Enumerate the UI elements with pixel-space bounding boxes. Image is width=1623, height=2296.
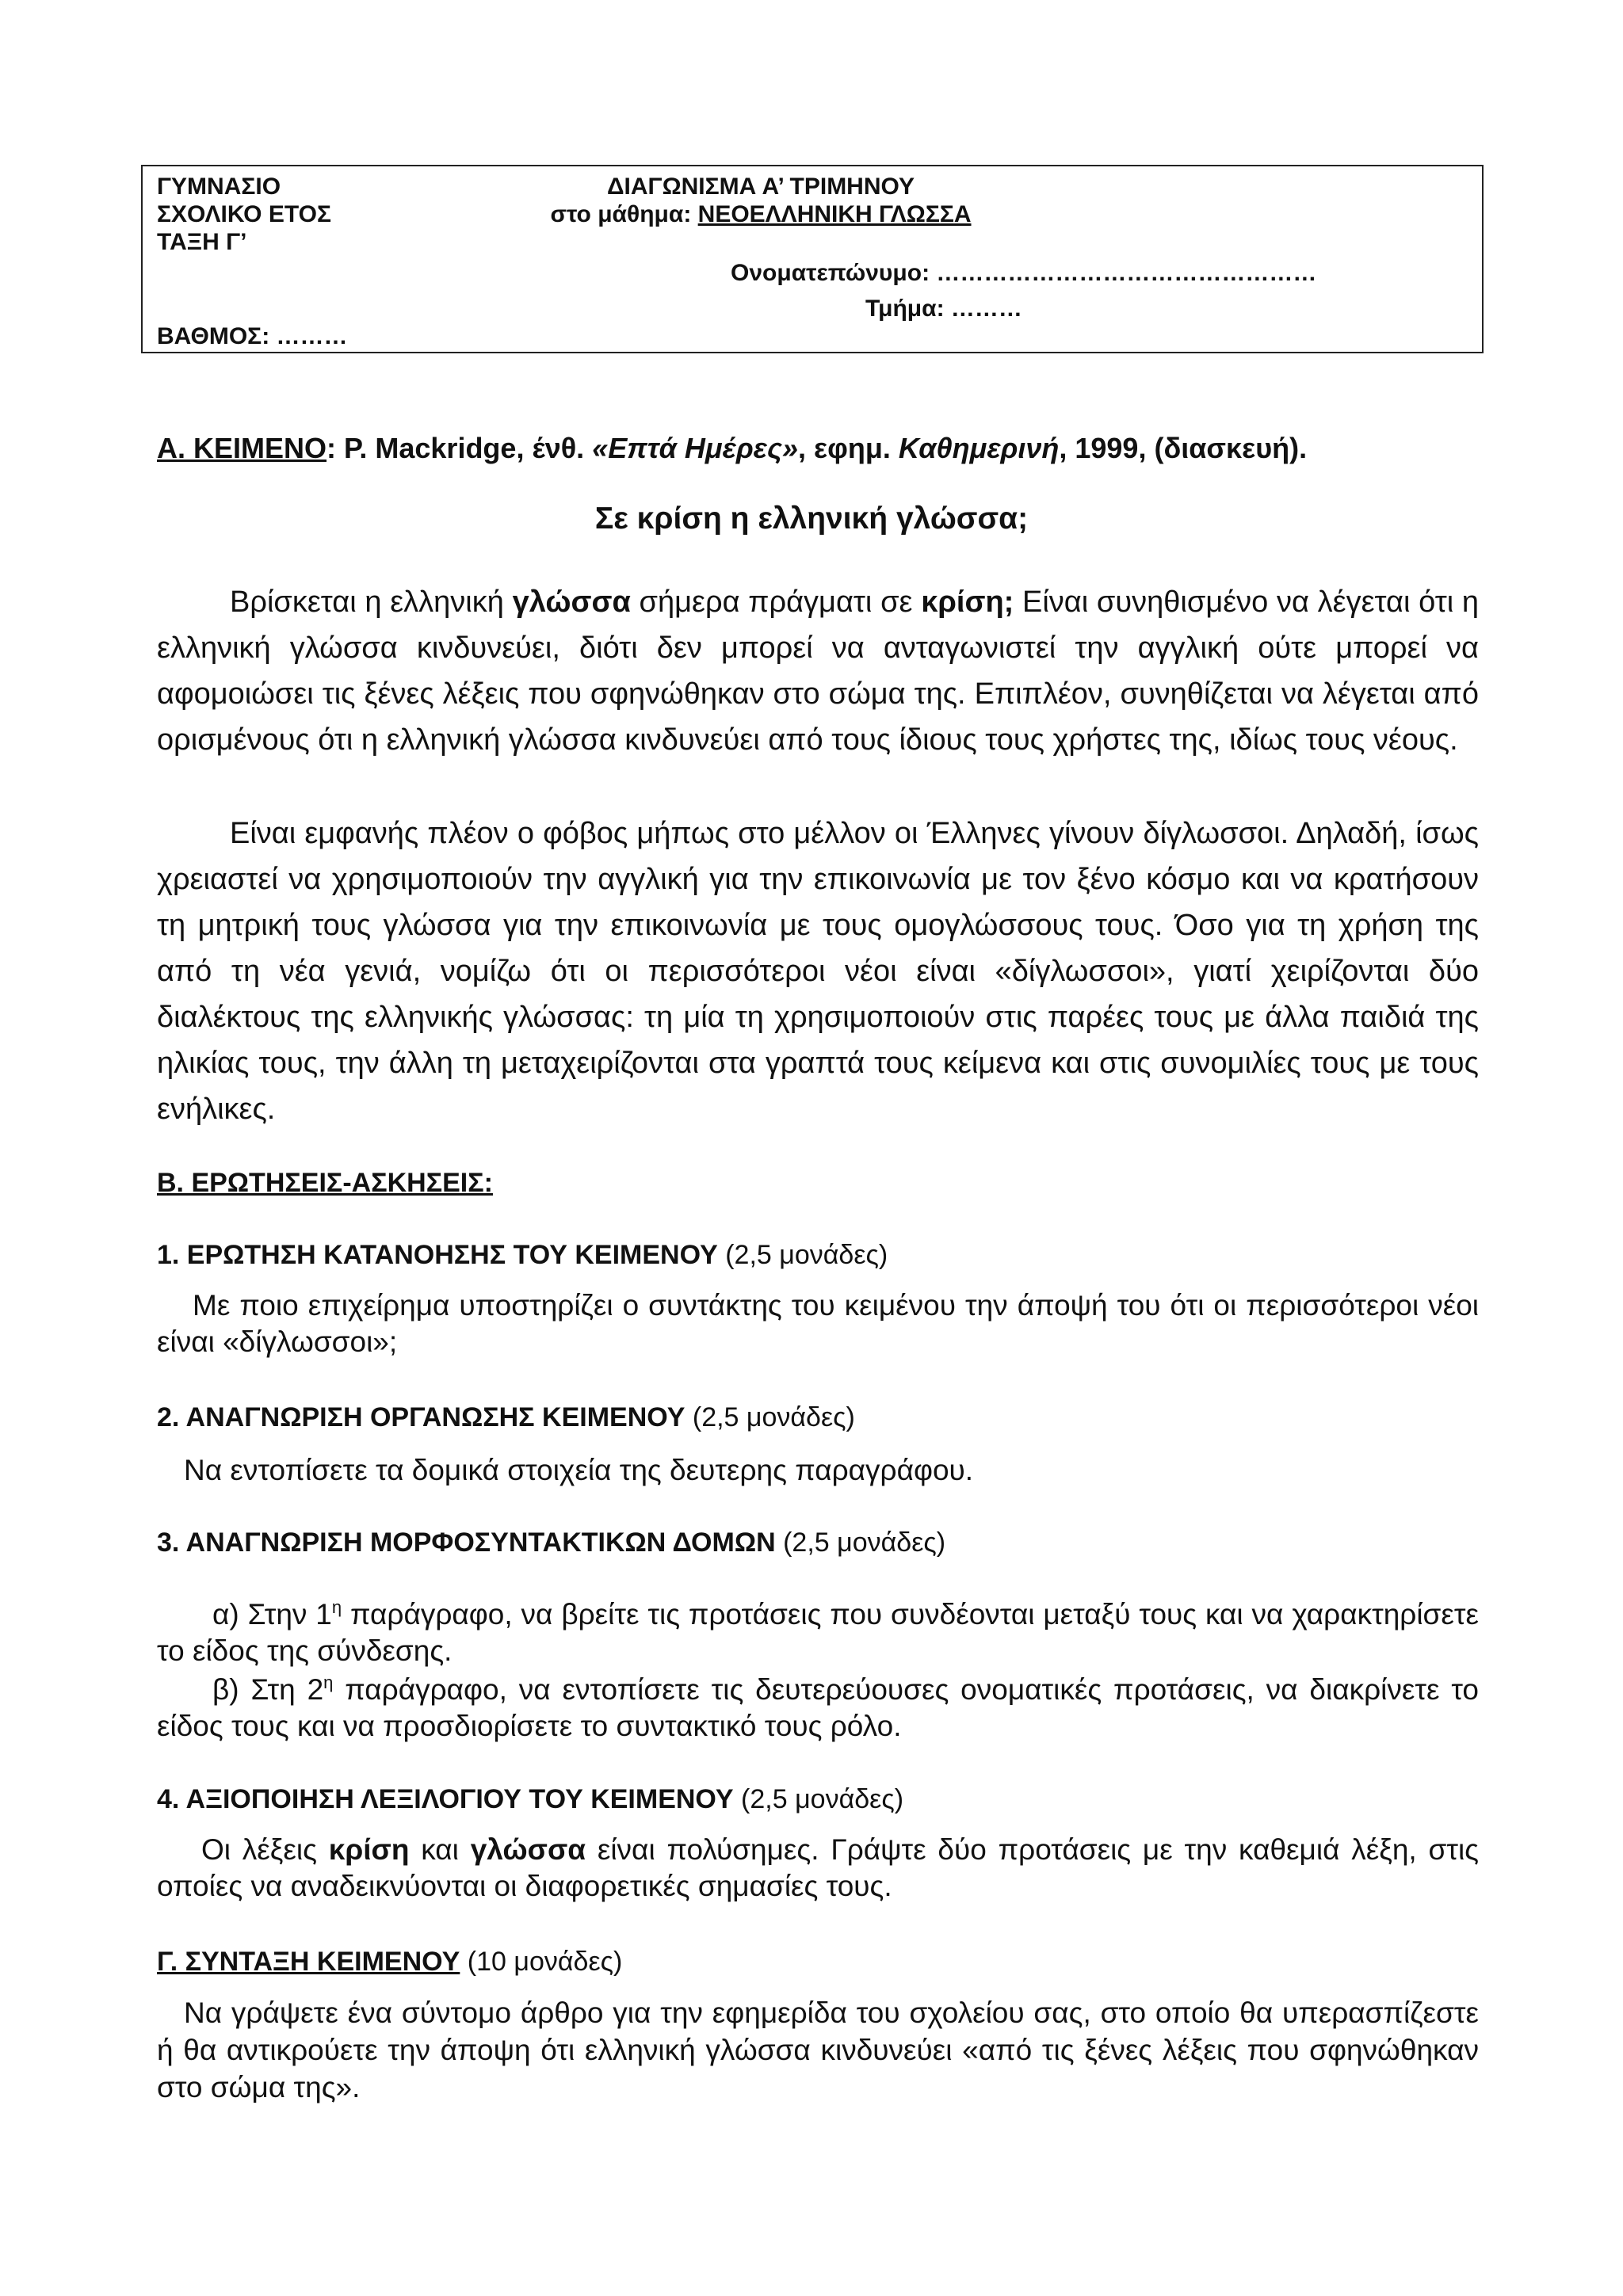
source-part: , 1999, (διασκευή). (1059, 432, 1308, 464)
paragraph-text: σήμερα πράγματι σε (630, 585, 922, 619)
question-title: 1. ΕΡΩΤΗΣΗ ΚΑΤΑΝΟΗΣΗΣ ΤΟΥ ΚΕΙΜΕΝΟΥ (157, 1240, 718, 1270)
section-c-text: Να γράψετε ένα σύντομο άρθρο για την εφημερίδα του σχολείου σας, στο οποίο θα υπερασπίζεστε ή θα αντικρούετε την άποψη ότι ελληνική γλώσσα κινδυνεύει «από τις ξένες λέξεις που σφηνώθηκαν στο σώμα της». (157, 1997, 1479, 2103)
subquestion-label: α) Στην 1 (212, 1598, 332, 1630)
ordinal-suffix: η (323, 1672, 334, 1692)
question-4-text (157, 1832, 1479, 1905)
section-c-title: Γ. ΣΥΝΤΑΞΗ ΚΕΙΜΕΝΟΥ (157, 1947, 460, 1977)
school-year-label: ΣΧΟΛΙΚΟ ΕΤΟΣ (157, 201, 331, 227)
paragraph-text: Είναι συνηθισμένο να λέγεται ότι η ελληνική γλώσσα κινδυνεύει, διότι δεν μπορεί να ανταγωνιστεί την αγγλική ούτε μπορεί να αφομοιώσει τις ξένες λέξεις που σφηνώθηκαν στο σώμα της. Επιπλέον, συνηθίζεται να λέγεται από ορισμένους ότι η ελληνική γλώσσα κινδυνεύει από τους ίδιους τους χρήστες της, ιδίως τους νέους. (157, 585, 1480, 757)
school-label: ΓΥΜΝΑΣΙΟ (157, 174, 281, 200)
question-title: 3. ΑΝΑΓΝΩΡΙΣΗ ΜΟΡΦΟΣΥΝΤΑΚΤΙΚΩΝ ΔΟΜΩΝ (157, 1527, 776, 1558)
section-b-label (157, 1168, 493, 1199)
subquestion-label: β) Στη 2 (212, 1673, 324, 1706)
question-points: (2,5 μονάδες) (717, 1240, 888, 1270)
text-paragraph-2: Είναι εμφανής πλέον ο φόβος μήπως στο μέλλον οι Έλληνες γίνουν δίγλωσσοι. Δηλαδή, ίσως χρειαστεί να χρησιμοποιούν την αγγλική για την επικοινωνία με τον ξένο κόσμο και να κρατήσουν τη μητρική τους γλώσσα για την επικοινωνία με τους ομογλώσσους τους. Όσο για τη χρήση της από τη νέα γενιά, νομίζω ότι οι περισσότεροι νέοι είναι «δίγλωσσοι», γιατί χειρίζονται δύο διαλέκτους της ελληνικής γλώσσας: τη μία τη χρησιμοποιούν στις παρέες τους με άλλα παιδιά της ηλικίας τους, την άλλη τη μεταχειρίζονται στα γραπτά τους κείμενα και στις συνομιλίες τους με τους ενήλικες. (157, 817, 1479, 1126)
bold-word: γλώσσα (512, 585, 631, 619)
question-title: 4. ΑΞΙΟΠΟΙΗΣΗ ΛΕΞΙΛΟΓΙΟΥ ΤΟΥ ΚΕΙΜΕΝΟΥ (157, 1784, 734, 1814)
question-4-heading (157, 1784, 903, 1815)
source-part: : P. Mackridge, ένθ. (327, 432, 593, 464)
question-3a-text (157, 1596, 1479, 1669)
question-1-text: Με ποιο επιχείρημα υποστηρίζει ο συντάκτης του κειμένου την άποψή του ότι οι περισσότεροι νέοι είναι «δίγλωσσοι»; (157, 1289, 1479, 1358)
header-center (550, 173, 1078, 228)
source-publication: «Επτά Ημέρες» (592, 432, 799, 464)
source-newspaper: Καθημερινή (898, 432, 1060, 464)
ordinal-suffix: η (331, 1597, 342, 1617)
question-text-part: Οι λέξεις (201, 1833, 329, 1866)
section-b-title: Β. ΕΡΩΤΗΣΕΙΣ-ΑΣΚΗΣΕΙΣ: (157, 1168, 493, 1198)
exam-title: ΔΙΑΓΩΝΙΣΜΑ Α’ ΤΡΙΜΗΝΟΥ (606, 174, 915, 200)
question-points: (2,5 μονάδες) (685, 1402, 855, 1432)
question-3b-text (157, 1672, 1479, 1745)
section-c-heading (157, 1947, 622, 1978)
department-line: Τμήμα: ……… (865, 296, 1022, 322)
question-3-heading (157, 1527, 945, 1558)
text-source (157, 432, 1307, 465)
subquestion-text: παράγραφο, να εντοπίσετε τις δευτερεύουσες ονοματικές προτάσεις, να διακρίνετε το είδος τους και να προσδιορίσετε το συντακτικό τους ρόλο. (157, 1673, 1479, 1742)
question-2-text: Να εντοπίσετε τα δομικά στοιχεία της δευτερης παραγράφου. (184, 1454, 974, 1486)
bold-word: γλώσσα (470, 1833, 586, 1866)
question-title: 2. ΑΝΑΓΝΩΡΙΣΗ ΟΡΓΑΝΩΣΗΣ ΚΕΙΜΕΝΟΥ (157, 1402, 685, 1432)
subject-prefix: στο μάθημα: (550, 201, 698, 227)
source-part: , εφημ. (798, 432, 899, 464)
grade-label: ΒΑΘΜΟΣ: ……… (157, 323, 348, 349)
student-name-line: Ονοματεπώνυμο: ………………………………………… (731, 260, 1317, 286)
class-label: ΤΑΞΗ Γ’ (157, 229, 247, 255)
text-title: Σε κρίση η ελληνική γλώσσα; (594, 502, 1029, 536)
subject-line (444, 200, 1078, 228)
bold-word: κρίση; (921, 585, 1014, 619)
question-points: (2,5 μονάδες) (775, 1527, 946, 1558)
exam-header-box (141, 165, 1484, 353)
question-2-heading (157, 1402, 855, 1433)
section-c-points: (10 μονάδες) (460, 1947, 623, 1977)
text-paragraph-1 (157, 579, 1479, 763)
bold-word: κρίση (328, 1833, 410, 1866)
subject-name: ΝΕΟΕΛΛΗΝΙΚΗ ΓΛΩΣΣΑ (697, 201, 972, 227)
question-text-part: και (409, 1833, 471, 1866)
section-a-label: Α. ΚΕΙΜΕΝΟ (157, 432, 327, 464)
paragraph-text: Βρίσκεται η ελληνική (230, 585, 513, 619)
question-1-heading (157, 1240, 888, 1271)
subquestion-text: παράγραφο, να βρείτε τις προτάσεις που συνδέονται μεταξύ τους και να χαρακτηρίσετε το είδος της σύνδεσης. (157, 1598, 1479, 1667)
question-points: (2,5 μονάδες) (733, 1784, 904, 1814)
header-left (157, 173, 331, 256)
question-text-part: είναι πολύσημες. Γράψτε δύο προτάσεις με την καθεμιά λέξη, στις οποίες να αναδεικνύονται οι διαφορετικές σημασίες τους. (157, 1833, 1480, 1902)
